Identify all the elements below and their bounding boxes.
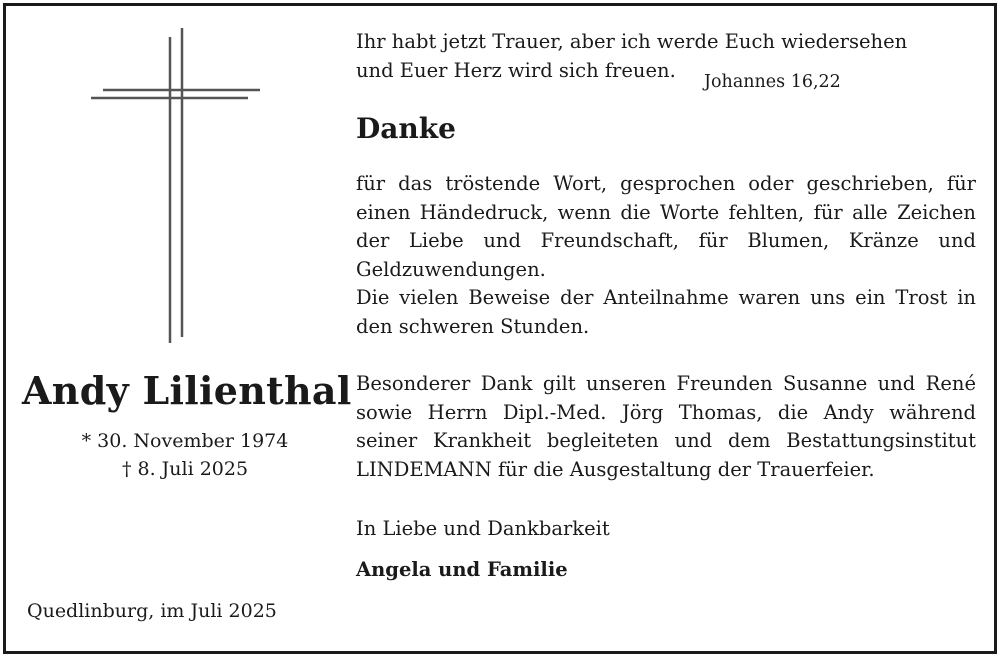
deceased-name: Andy Lilienthal xyxy=(22,368,352,413)
verse-reference: Johannes 16,22 xyxy=(704,72,841,92)
text-line: einen Händedruck, wenn die Worte fehlten, für alle Zeichen xyxy=(356,200,976,224)
signature: Angela und Familie xyxy=(356,558,568,581)
death-date: † 8. Juli 2025 xyxy=(121,458,249,480)
text-line: Besonderer Dank gilt unseren Freunden Susanne und René xyxy=(356,372,976,395)
text-line: seiner Krankheit begleiteten und dem Bestattungsinstitut xyxy=(356,429,976,452)
text-line: der Liebe und Freundschaft, für Blumen, Kränze und xyxy=(356,229,976,252)
life-dates xyxy=(55,427,315,483)
text-line: LINDEMANN für die Ausgestaltung der Trauerfeier. xyxy=(356,457,875,481)
text-line: für das tröstende Wort, gesprochen oder geschrieben, für xyxy=(356,172,976,195)
heading-danke: Danke xyxy=(356,112,456,145)
text-line: Geldzuwendungen. xyxy=(356,257,546,281)
closing-line: In Liebe und Dankbarkeit xyxy=(356,517,610,540)
place-date: Quedlinburg, im Juli 2025 xyxy=(27,600,277,622)
text-line: Die vielen Beweise der Anteilnahme waren uns ein Trost in xyxy=(356,286,976,309)
verse-line: und Euer Herz wird sich freuen. xyxy=(356,59,676,82)
text-line: den schweren Stunden. xyxy=(356,314,590,338)
text-line: sowie Herrn Dipl.-Med. Jörg Thomas, die Andy während xyxy=(356,400,976,424)
cross-icon xyxy=(0,0,300,350)
verse-line: Ihr habt jetzt Trauer, aber ich werde Euch wiedersehen xyxy=(356,30,908,53)
special-thanks-paragraph xyxy=(356,370,976,484)
birth-date: * 30. November 1974 xyxy=(81,430,289,452)
thanks-paragraph xyxy=(356,170,976,341)
